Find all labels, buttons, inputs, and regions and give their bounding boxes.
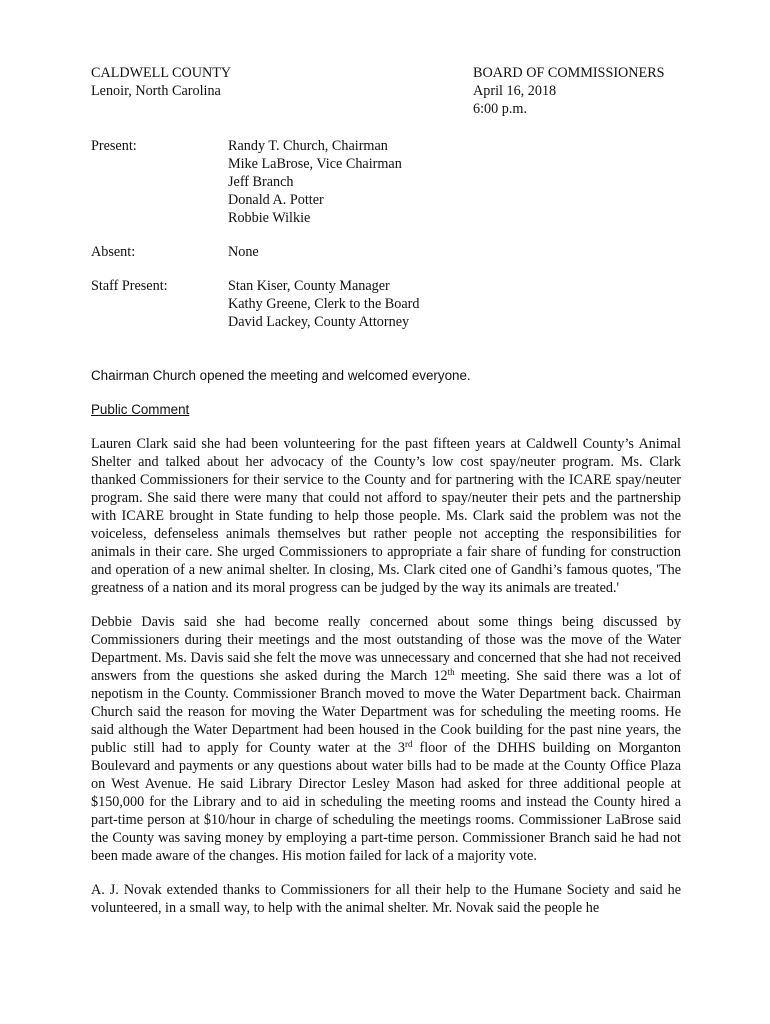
header-left — [91, 64, 231, 118]
present-member: Mike LaBrose, Vice Chairman — [228, 156, 402, 172]
ordinal-suffix: rd — [405, 739, 413, 749]
paragraph-clark: Lauren Clark said she had been volunteering for the past fifteen years at Caldwell County’s Animal Shelter and talked about her advocacy of the County’s low cost spay/neuter program. Ms. Clark thanked Commissioners for their service to the County and for partnering with the ICARE spay/neuter program. She said there were many that could not afford to spay/neuter their pets and the partnership with ICARE brought in State funding to help those people. Ms. Clark said the problem was not the voiceless, defenseless animals themselves but rather people not accepting the responsibilities for animals in their care. She urged Commissioners to appropriate a fair share of funding for construction and operation of a new animal shelter. In closing, Ms. Clark cited one of Gandhi’s famous quotes, 'The greatness of a nation and its moral progress can be judged by the way its animals are treated.' — [91, 436, 681, 596]
present-label: Present: — [91, 138, 137, 154]
present-list — [228, 137, 681, 227]
staff-list — [228, 277, 681, 331]
meeting-date: April 16, 2018 — [473, 83, 557, 99]
absent-label: Absent: — [91, 244, 136, 260]
opening-statement: Chairman Church opened the meeting and welcomed everyone. — [91, 368, 471, 383]
absent-section — [91, 243, 681, 261]
staff-label: Staff Present: — [91, 278, 168, 294]
ordinal-suffix: th — [447, 667, 455, 677]
present-member: Donald A. Potter — [228, 192, 324, 208]
davis-text-a: Debbie Davis said she had become really concerned about some things being discussed by Commissioners during their meetings and the most outstanding of those was the move of the Water Department. Ms. Davis said she felt the move was unnecessary and concerned that she had not received answers from the questions she asked during the March 12 — [91, 614, 681, 684]
staff-member: Kathy Greene, Clerk to the Board — [228, 296, 420, 312]
present-member: Randy T. Church, Chairman — [228, 138, 388, 154]
present-member: Jeff Branch — [228, 174, 294, 190]
county-name: CALDWELL COUNTY — [91, 65, 232, 81]
section-heading: Public Comment — [91, 402, 190, 417]
davis-text-c: floor of the DHHS building on Morganton Boulevard and payments or any questions about water bills had to be made at the County Office Plaza on West Avenue. He said Library Director Lesley Mason had asked for three additional people at $150,000 for the Library and to aid in scheduling the meeting rooms and instead the County hired a part-time person at $10/hour in charge of scheduling the meetings rooms. Commissioner LaBrose said the County was saving money by employing a part-time person. Commissioner Branch said he had not been made aware of the changes. His motion failed for lack of a majority vote. — [91, 740, 681, 864]
meeting-time: 6:00 p.m. — [473, 101, 527, 117]
staff-section — [91, 277, 681, 331]
document-header — [91, 64, 681, 118]
paragraph-davis — [91, 613, 681, 865]
present-member: Robbie Wilkie — [228, 210, 311, 226]
minutes-page — [91, 64, 681, 917]
header-right — [473, 64, 681, 118]
board-name: BOARD OF COMMISSIONERS — [473, 65, 665, 81]
present-section — [91, 137, 681, 227]
staff-member: Stan Kiser, County Manager — [228, 278, 390, 294]
staff-member: David Lackey, County Attorney — [228, 314, 410, 330]
paragraph-novak: A. J. Novak extended thanks to Commissioners for all their help to the Humane Society and said he volunteered, in a small way, to help with the animal shelter. Mr. Novak said the people he — [91, 882, 681, 916]
absent-value: None — [228, 244, 259, 260]
county-location: Lenoir, North Carolina — [91, 83, 221, 99]
davis-text-b: meeting. She said there was a lot of nepotism in the County. Commissioner Branch moved to move the Water Department back. Chairman Church said the reason for moving the Water Department was for scheduling the meeting rooms. He said although the Water Department had been housed in the Cook building for the past nine years, the public still had to apply for County water at the 3 — [91, 668, 681, 756]
